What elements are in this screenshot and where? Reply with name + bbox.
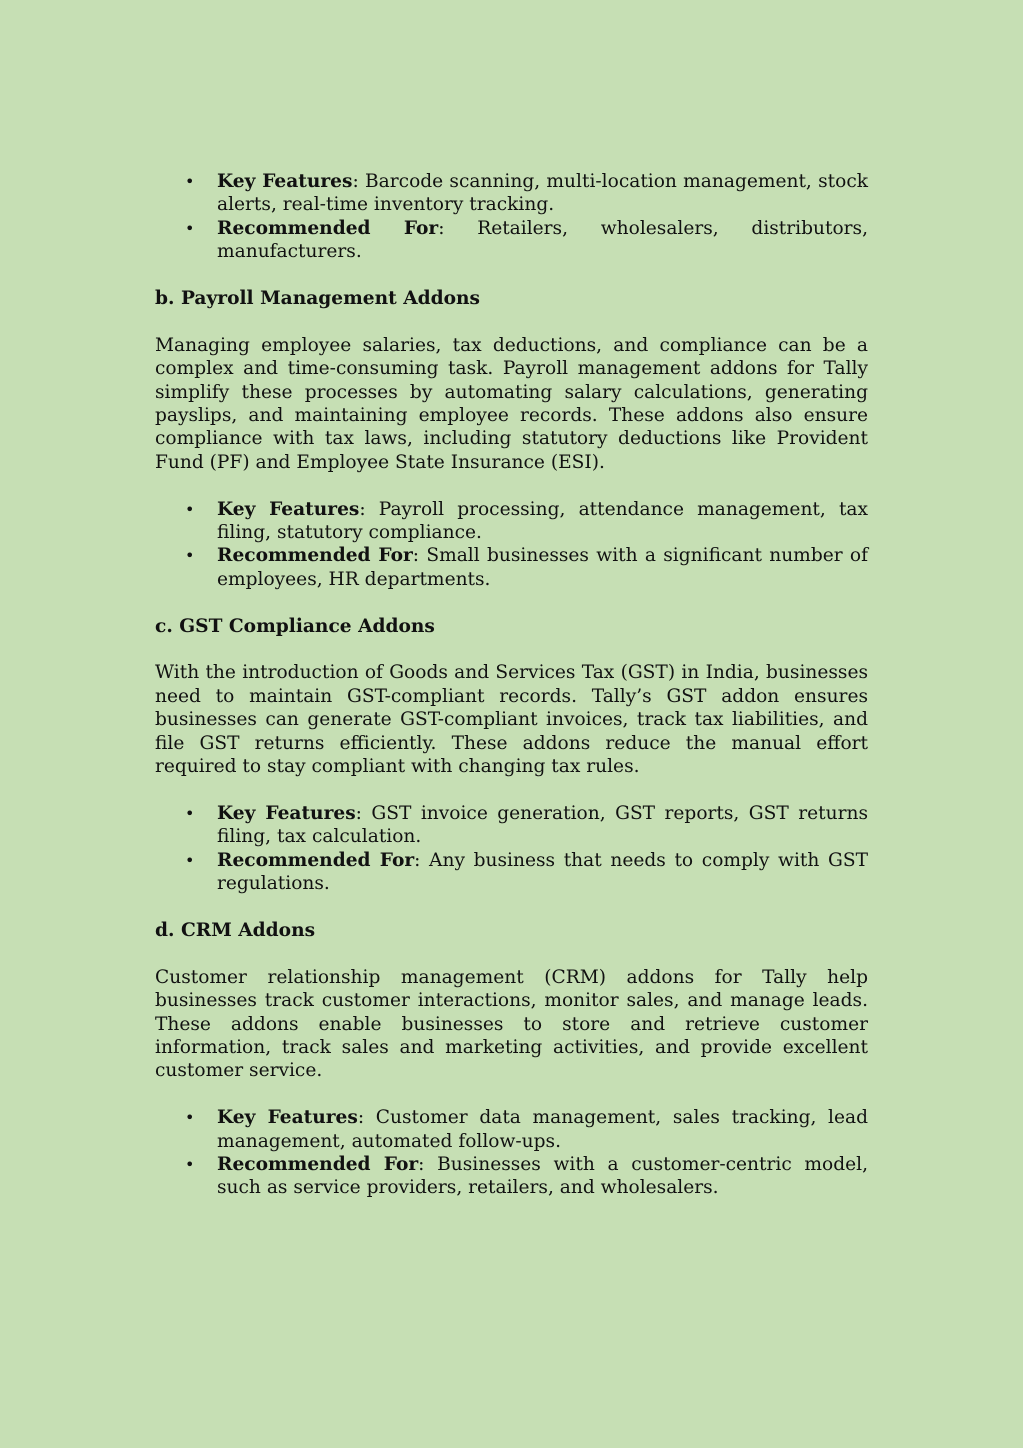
bullet-icon: • bbox=[185, 546, 195, 566]
section-paragraph-crm: Customer relationship management (CRM) addons for Tally help businesses track customer interactions, monitor sales, and manage leads. These addons enable businesses to store and retrieve customer information, track sales and marketing activities, and provide excellent customer service. bbox=[155, 966, 868, 1082]
list-item bbox=[155, 1153, 868, 1200]
list-item bbox=[155, 544, 868, 591]
bullet-icon: • bbox=[185, 850, 195, 870]
section-paragraph-payroll: Managing employee salaries, tax deductions, and compliance can be a complex and time-consuming task. Payroll management addons for Tally simplify these processes by automating salary calculations, generating payslips, and maintaining employee records. These addons also ensure compliance with tax laws, including statutory deductions like Provident Fund (PF) and Employee State Insurance (ESI). bbox=[155, 334, 868, 473]
list-item bbox=[155, 849, 868, 896]
bullet-label: Recommended For bbox=[217, 217, 439, 239]
bullet-label: Key Features bbox=[217, 171, 353, 192]
bullet-label: Key Features bbox=[217, 1107, 358, 1129]
intro-bullet-list bbox=[155, 170, 868, 264]
bullet-text: : Payroll processing, attendance management, tax filing, statutory compliance. bbox=[217, 498, 869, 544]
bullet-icon: • bbox=[185, 172, 195, 191]
list-item bbox=[155, 498, 868, 545]
section-heading-crm: d. CRM Addons bbox=[155, 919, 316, 941]
bullet-text: : GST invoice generation, GST reports, GST returns filing, tax calculation. bbox=[217, 802, 868, 848]
bullet-icon: • bbox=[185, 1154, 195, 1174]
bullet-label: Recommended For bbox=[217, 1153, 419, 1175]
document-content bbox=[155, 170, 868, 1200]
list-item bbox=[155, 802, 868, 849]
bullet-label: Recommended For bbox=[217, 545, 413, 567]
list-item bbox=[155, 170, 868, 217]
section-heading-payroll: b. Payroll Management Addons bbox=[155, 288, 481, 310]
bullet-text: : Customer data management, sales tracking, lead management, automated follow-ups. bbox=[217, 1107, 869, 1152]
payroll-bullet-list bbox=[155, 498, 868, 592]
bullet-text: : Small businesses with a significant number of employees, HR departments. bbox=[217, 545, 868, 590]
section-heading-gst: c. GST Compliance Addons bbox=[155, 615, 435, 637]
bullet-icon: • bbox=[185, 499, 195, 519]
bullet-label: Recommended For bbox=[217, 849, 415, 871]
section-paragraph-gst: With the introduction of Goods and Services Tax (GST) in India, businesses need to maintain GST-compliant records. Tally’s GST addon ensures businesses can generate GST-compliant invoices, track tax liabilities, and file GST returns efficiently. These addons reduce the manual effort required to stay compliant with changing tax rules. bbox=[155, 662, 868, 778]
bullet-icon: • bbox=[185, 1108, 195, 1128]
bullet-label: Key Features bbox=[217, 498, 360, 520]
crm-bullet-list bbox=[155, 1106, 868, 1200]
bullet-text: : Barcode scanning, multi-location management, stock alerts, real-time inventory tracking. bbox=[217, 171, 868, 216]
bullet-icon: • bbox=[185, 218, 195, 238]
bullet-label: Key Features bbox=[217, 802, 356, 824]
gst-bullet-list bbox=[155, 802, 868, 896]
list-item bbox=[155, 217, 868, 264]
list-item bbox=[155, 1106, 868, 1153]
bullet-text: : Retailers, wholesalers, distributors, manufacturers. bbox=[217, 217, 868, 263]
bullet-text: : Businesses with a customer-centric model, such as service providers, retailers, and wholesalers. bbox=[217, 1153, 868, 1199]
bullet-icon: • bbox=[185, 803, 195, 823]
bullet-text: : Any business that needs to comply with GST regulations. bbox=[217, 849, 868, 895]
